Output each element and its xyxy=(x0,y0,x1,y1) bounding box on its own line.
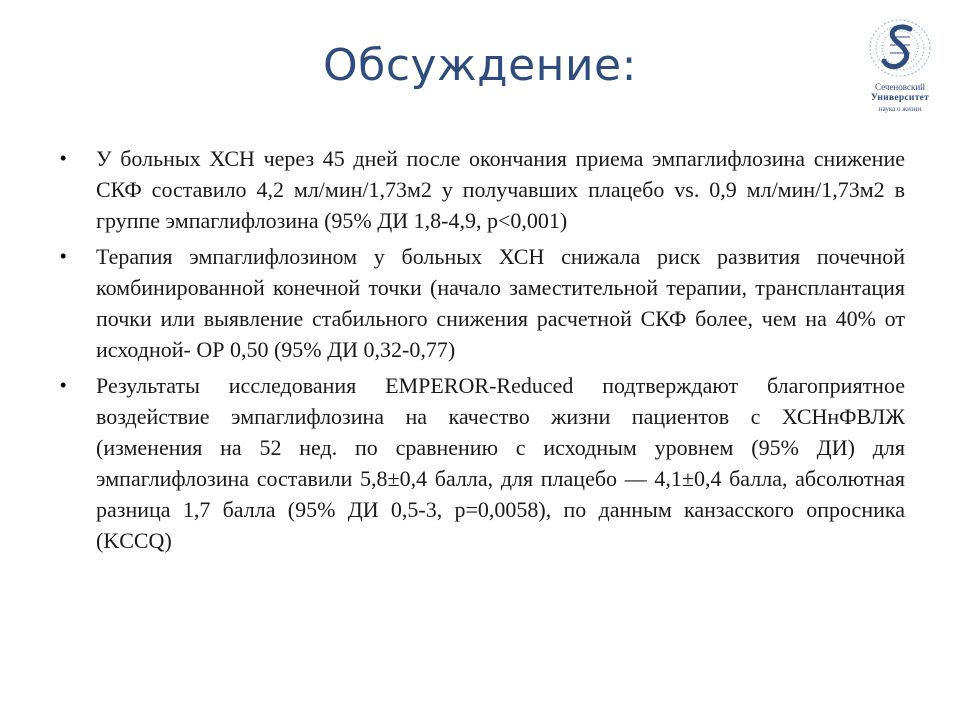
bullet-dot-icon: • xyxy=(60,246,67,266)
slide-title: Обсуждение: xyxy=(323,40,637,91)
logo-line-3: наука о жизни xyxy=(878,105,922,113)
bullet-text: Терапия эмпаглифлозином у больных ХСН снижала риск развития почечной комбинированной конечной точки (начало заместительной терапии, трансплантация почки или выявление стабильного снижения расчетной СКФ более, чем на 40% от исходной- ОР 0,50 (95% ДИ 0,32-0,77) xyxy=(96,244,905,362)
university-logo xyxy=(855,15,945,120)
logo-line-1: Сеченовский xyxy=(875,82,925,92)
bullet-text: Результаты исследования EMPEROR-Reduced подтверждают благоприятное воздействие эмпаглифлозина на качество жизни пациентов с ХСНнФВЛЖ (изменения на 52 нед. по сравнению с исходным уровнем (95% ДИ) для эмпаглифлозина составили 5,8±0,4 балла, для плацебо — 4,1±0,4 балла, абсолютная разница 1,7 балла (95% ДИ 0,5-3, p=0,0058), по данным канзасского опросника (KCCQ) xyxy=(96,373,905,553)
bullet-list xyxy=(60,143,905,561)
bullet-item xyxy=(60,370,905,556)
bullet-item xyxy=(60,241,905,365)
bullet-dot-icon: • xyxy=(60,148,67,168)
university-emblem-icon xyxy=(860,15,940,81)
logo-line-2: Университет xyxy=(870,93,930,103)
bullet-dot-icon: • xyxy=(60,375,67,395)
bullet-text: У больных ХСН через 45 дней после окончания приема эмпаглифлозина снижение СКФ составило 4,2 мл/мин/1,73м2 у получавших плацебо vs. 0,9 мл/мин/1,73м2 в группе эмпаглифлозина (95% ДИ 1,8-4,9, p<0,001) xyxy=(96,146,905,233)
bullet-item xyxy=(60,143,905,236)
